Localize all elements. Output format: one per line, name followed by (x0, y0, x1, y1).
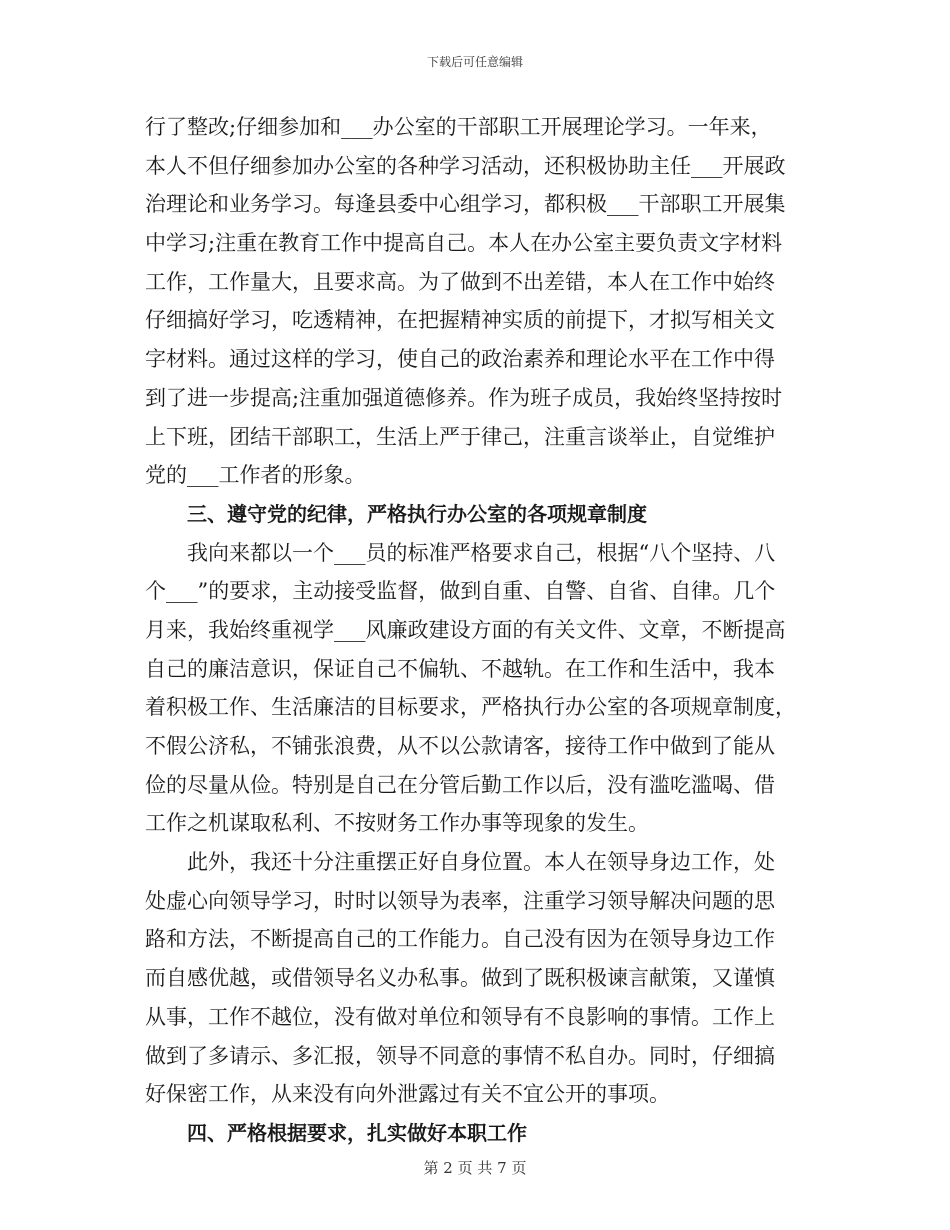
body-line: 做到了多请示、多汇报，领导不同意的事情不私自办。同时，仔细搞 (145, 1043, 775, 1068)
body-line: 我向来都以一个___员的标准严格要求自己，根据“八个坚持、八 (187, 540, 776, 565)
body-line: 到了进一步提高;注重加强道德修养。作为班子成员，我始终坚持按时 (145, 385, 783, 410)
body-line: 此外，我还十分注重摆正好自身位置。本人在领导身边工作，处 (187, 850, 775, 875)
body-line: 本人不但仔细参加办公室的各种学习活动，还积极协助主任___开展政 (145, 153, 786, 178)
body-line: 而自感优越，或借领导名义办私事。做到了既积极谏言献策，又谨慎 (145, 966, 775, 991)
body-line: 着积极工作、生活廉洁的目标要求，严格执行办公室的各项规章制度， (145, 695, 796, 720)
body-line: 自己的廉洁意识，保证自己不偏轨、不越轨。在工作和生活中，我本 (145, 656, 775, 681)
body-line: 工作，工作量大，且要求高。为了做到不出差错，本人在工作中始终 (145, 269, 775, 294)
body-line: 治理论和业务学习。每逢县委中心组学习，都积极___干部职工开展集 (145, 192, 786, 217)
body-line: 中学习;注重在教育工作中提高自己。本人在办公室主要负责文字材料 (145, 231, 783, 256)
body-line: 好保密工作，从来没有向外泄露过有关不宜公开的事项。 (145, 1082, 670, 1107)
page-header-note: 下载后可任意编辑 (426, 55, 523, 69)
section-heading-4: 四、严格根据要求，扎实做好本职工作 (187, 1120, 527, 1145)
body-line: 个___”的要求，主动接受监督，做到自重、自警、自省、自律。几个 (145, 579, 776, 604)
body-line: 俭的尽量从俭。特别是自己在分管后勤工作以后，没有滥吃滥喝、借 (145, 772, 775, 797)
body-line: 工作之机谋取私利、不按财务工作办事等现象的发生。 (145, 811, 649, 836)
body-line: 党的___工作者的形象。 (145, 463, 366, 488)
body-line: 处虚心向领导学习，时时以领导为表率，注重学习领导解决问题的思 (145, 888, 775, 913)
body-line: 行了整改;仔细参加和___办公室的干部职工开展理论学习。一年来， (145, 115, 772, 139)
body-line: 字材料。通过这样的学习，使自己的政治素养和理论水平在工作中得 (145, 347, 775, 372)
body-line: 仔细搞好学习，吃透精神，在把握精神实质的前提下，才拟写相关文 (145, 308, 775, 333)
document-body (145, 108, 815, 1153)
body-line: 路和方法，不断提高自己的工作能力。自己没有因为在领导身边工作 (145, 927, 775, 952)
body-line: 月来，我始终重视学___风廉政建设方面的有关文件、文章，不断提高 (145, 617, 786, 642)
body-line: 上下班，团结干部职工，生活上严于律己，注重言谈举止，自觉维护 (145, 424, 775, 449)
body-line: 不假公济私，不铺张浪费，从不以公款请客，接待工作中做到了能从 (145, 734, 775, 758)
body-line: 从事，工作不越位，没有做对单位和领导有不良影响的事情。工作上 (145, 1004, 775, 1029)
section-heading-3: 三、遵守党的纪律，严格执行办公室的各项规章制度 (187, 501, 647, 526)
page-number: 第 2 页 共 7 页 (423, 1159, 527, 1177)
